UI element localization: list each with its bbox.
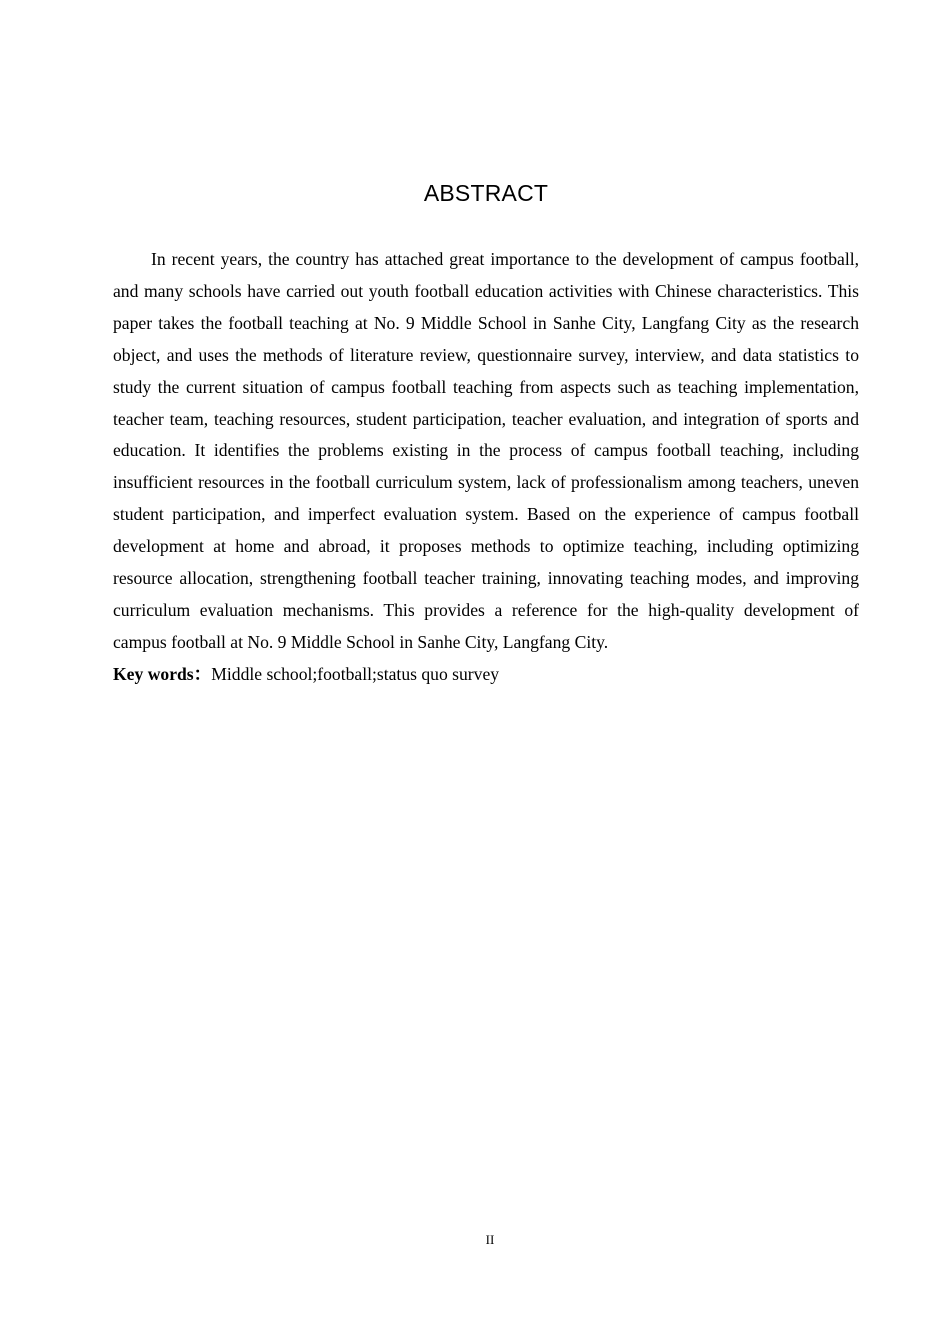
keywords-value: Middle school;football;status quo survey bbox=[211, 663, 500, 684]
abstract-title: ABSTRACT bbox=[423, 180, 549, 206]
abstract-paragraph: In recent years, the country has attached great importance to the development of campus football, and many schools have carried out youth football education activities with Chinese characteristics. This paper takes the football teaching at No. 9 Middle School in Sanhe City, Langfang City as the research object, and uses the methods of literature review, questionnaire survey, interview, and data statistics to study the current situation of campus football teaching from aspects such as teaching implementation, teacher team, teaching resources, student participation, teacher evaluation, and integration of sports and education. It identifies the problems existing in the process of campus football teaching, including insufficient resources in the football curriculum system, lack of professionalism among teachers, uneven student participation, and imperfect evaluation system. Based on the experience of campus football development at home and abroad, it proposes methods to optimize teaching, including optimizing resource allocation, strengthening football teacher training, innovating teaching modes, and improving curriculum evaluation mechanisms. This provides a reference for the high-quality development of campus football at No. 9 Middle School in Sanhe City, Langfang City. bbox=[113, 249, 859, 652]
keywords-line bbox=[113, 659, 859, 691]
keywords-label: Key words： bbox=[113, 663, 212, 684]
page-number: II bbox=[485, 1232, 495, 1247]
abstract-body bbox=[113, 244, 859, 691]
